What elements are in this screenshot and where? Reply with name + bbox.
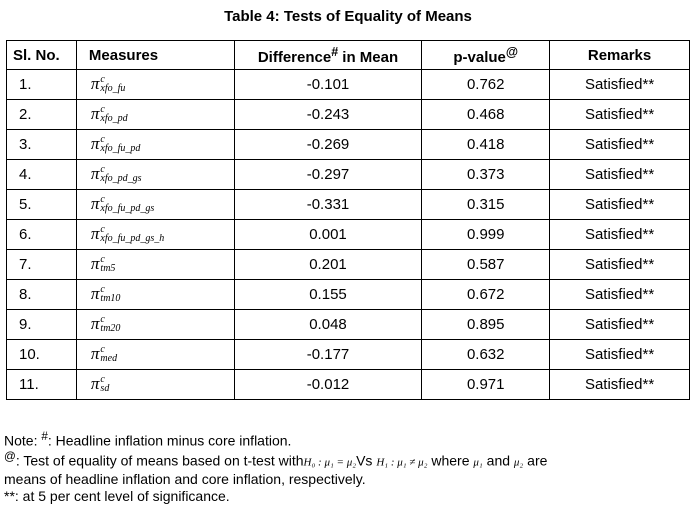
note-1-text: : Headline inflation minus core inflation.: [47, 432, 292, 449]
measure-subscript: sd: [100, 382, 110, 394]
table-row: [7, 160, 690, 190]
cell-pvalue: 0.971: [422, 370, 550, 400]
cell-measure: [76, 310, 234, 340]
cell-pvalue: 0.468: [422, 100, 550, 130]
cell-pvalue: 0.895: [422, 310, 550, 340]
cell-measure: [76, 250, 234, 280]
measure-symbol: π: [90, 104, 100, 124]
cell-sl-no: 11.: [7, 370, 77, 400]
measure-subscript: xfo_pd_gs: [100, 172, 142, 184]
measure-superscript: c: [100, 163, 105, 175]
note-2-text: : Test of equality of means based on t-test with: [15, 452, 304, 469]
cell-difference: 0.201: [234, 250, 422, 280]
alternative-hypothesis: H₁ : μ₁ ≠ μ₂: [376, 456, 428, 469]
cell-remark: Satisfied**: [550, 70, 690, 100]
measure-symbol: π: [90, 224, 100, 244]
cell-sl-no: 5.: [7, 190, 77, 220]
cell-sl-no: 6.: [7, 220, 77, 250]
cell-sl-no: 4.: [7, 160, 77, 190]
measure-subscript: tm20: [100, 322, 121, 334]
cell-difference: -0.243: [234, 100, 422, 130]
cell-measure: [76, 190, 234, 220]
cell-pvalue: 0.373: [422, 160, 550, 190]
measure-indices: [100, 165, 141, 183]
cell-remark: Satisfied**: [550, 250, 690, 280]
cell-pvalue: 0.418: [422, 130, 550, 160]
note-1: [4, 429, 694, 449]
measure-indices: [100, 225, 164, 243]
header-difference-mark: #: [331, 44, 339, 59]
table-row: [7, 340, 690, 370]
measure-superscript: c: [100, 313, 105, 325]
measure-subscript: xfo_fu_pd_gs_h: [100, 232, 165, 244]
measure-indices: [100, 195, 154, 213]
cell-remark: Satisfied**: [550, 190, 690, 220]
cell-remark: Satisfied**: [550, 340, 690, 370]
cell-remark: Satisfied**: [550, 370, 690, 400]
cell-sl-no: 2.: [7, 100, 77, 130]
measure-subscript: tm5: [100, 262, 116, 274]
cell-difference: 0.001: [234, 220, 422, 250]
header-difference-suffix: in Mean: [338, 48, 399, 66]
note-2-and: and: [482, 452, 514, 469]
cell-pvalue: 0.999: [422, 220, 550, 250]
cell-pvalue: 0.762: [422, 70, 550, 100]
note-2-mark: @: [4, 450, 16, 464]
cell-difference: -0.101: [234, 70, 422, 100]
header-pvalue-mark: @: [505, 44, 519, 59]
cell-sl-no: 7.: [7, 250, 77, 280]
cell-difference: -0.331: [234, 190, 422, 220]
note-2-are: are: [523, 452, 548, 469]
measure-superscript: c: [100, 283, 105, 295]
table-row: [7, 310, 690, 340]
measure-superscript: c: [100, 193, 105, 205]
table-row: [7, 250, 690, 280]
cell-sl-no: 10.: [7, 340, 77, 370]
measure-superscript: c: [100, 103, 105, 115]
mu1-symbol: μ₁: [473, 456, 483, 469]
measure-superscript: c: [100, 73, 105, 85]
cell-difference: -0.297: [234, 160, 422, 190]
cell-measure: [76, 100, 234, 130]
table-row: [7, 370, 690, 400]
cell-remark: Satisfied**: [550, 100, 690, 130]
cell-pvalue: 0.315: [422, 190, 550, 220]
note-3: **: at 5 per cent level of significance.: [4, 487, 230, 504]
measure-symbol: π: [90, 134, 100, 154]
note-2: [4, 449, 694, 471]
header-remarks: Remarks: [550, 41, 690, 70]
measure-subscript: med: [100, 352, 118, 364]
cell-sl-no: 1.: [7, 70, 77, 100]
measure-subscript: xfo_fu: [100, 82, 126, 94]
measure-symbol: π: [90, 254, 100, 274]
table-row: [7, 130, 690, 160]
measure-indices: [100, 375, 109, 393]
null-hypothesis: H₀ : μ₁ = μ₂: [303, 456, 357, 469]
header-difference-label: Difference: [257, 48, 332, 66]
cell-difference: 0.048: [234, 310, 422, 340]
note-1-mark: #: [41, 430, 48, 443]
cell-difference: -0.012: [234, 370, 422, 400]
cell-measure: [76, 160, 234, 190]
cell-difference: -0.269: [234, 130, 422, 160]
measure-symbol: π: [90, 374, 100, 394]
table-row: [7, 220, 690, 250]
measure-superscript: c: [100, 253, 105, 265]
measure-subscript: xfo_pd: [100, 112, 128, 124]
cell-measure: [76, 340, 234, 370]
cell-remark: Satisfied**: [550, 160, 690, 190]
note-2-continued: means of headline inflation and core inflation, respectively.: [4, 471, 366, 488]
table-title: Table 4: Tests of Equality of Means: [224, 8, 472, 25]
measure-symbol: π: [90, 164, 100, 184]
measure-superscript: c: [100, 223, 105, 235]
cell-remark: Satisfied**: [550, 310, 690, 340]
cell-pvalue: 0.672: [422, 280, 550, 310]
cell-pvalue: 0.587: [422, 250, 550, 280]
table-row: [7, 280, 690, 310]
table-row: [7, 190, 690, 220]
header-row: [7, 41, 690, 70]
measure-superscript: c: [100, 373, 105, 385]
cell-measure: [76, 280, 234, 310]
measure-superscript: c: [100, 133, 105, 145]
cell-measure: [76, 220, 234, 250]
cell-difference: -0.177: [234, 340, 422, 370]
measure-symbol: π: [90, 194, 100, 214]
measure-indices: [100, 315, 120, 333]
mu2-symbol: μ₂: [513, 456, 524, 469]
measure-symbol: π: [90, 314, 100, 334]
measure-indices: [100, 345, 117, 363]
note-2-where: where: [427, 452, 474, 469]
cell-measure: [76, 70, 234, 100]
header-measures: Measures: [76, 41, 234, 70]
header-difference: [234, 41, 422, 70]
header-pvalue-label: p-value: [453, 48, 506, 66]
measure-superscript: c: [100, 343, 105, 355]
cell-sl-no: 3.: [7, 130, 77, 160]
measure-indices: [100, 105, 127, 123]
table-notes: [4, 429, 694, 504]
cell-sl-no: 9.: [7, 310, 77, 340]
cell-measure: [76, 370, 234, 400]
note-1-prefix: Note:: [4, 432, 42, 449]
measure-indices: [100, 285, 120, 303]
cell-pvalue: 0.632: [422, 340, 550, 370]
measure-symbol: π: [90, 284, 100, 304]
measure-indices: [100, 135, 140, 153]
measure-subscript: xfo_fu_pd: [100, 142, 141, 154]
equality-of-means-table: [6, 40, 690, 400]
header-pvalue: [422, 41, 550, 70]
measure-symbol: π: [90, 344, 100, 364]
cell-remark: Satisfied**: [550, 130, 690, 160]
cell-measure: [76, 130, 234, 160]
table-row: [7, 70, 690, 100]
measure-subscript: tm10: [100, 292, 121, 304]
cell-difference: 0.155: [234, 280, 422, 310]
cell-remark: Satisfied**: [550, 220, 690, 250]
cell-sl-no: 8.: [7, 280, 77, 310]
cell-remark: Satisfied**: [550, 280, 690, 310]
table-row: [7, 100, 690, 130]
header-sl-no: Sl. No.: [7, 41, 77, 70]
measure-symbol: π: [90, 74, 100, 94]
measure-indices: [100, 75, 125, 93]
measure-subscript: xfo_fu_pd_gs: [100, 202, 155, 214]
measure-indices: [100, 255, 115, 273]
note-2-vs: Vs: [356, 452, 373, 469]
